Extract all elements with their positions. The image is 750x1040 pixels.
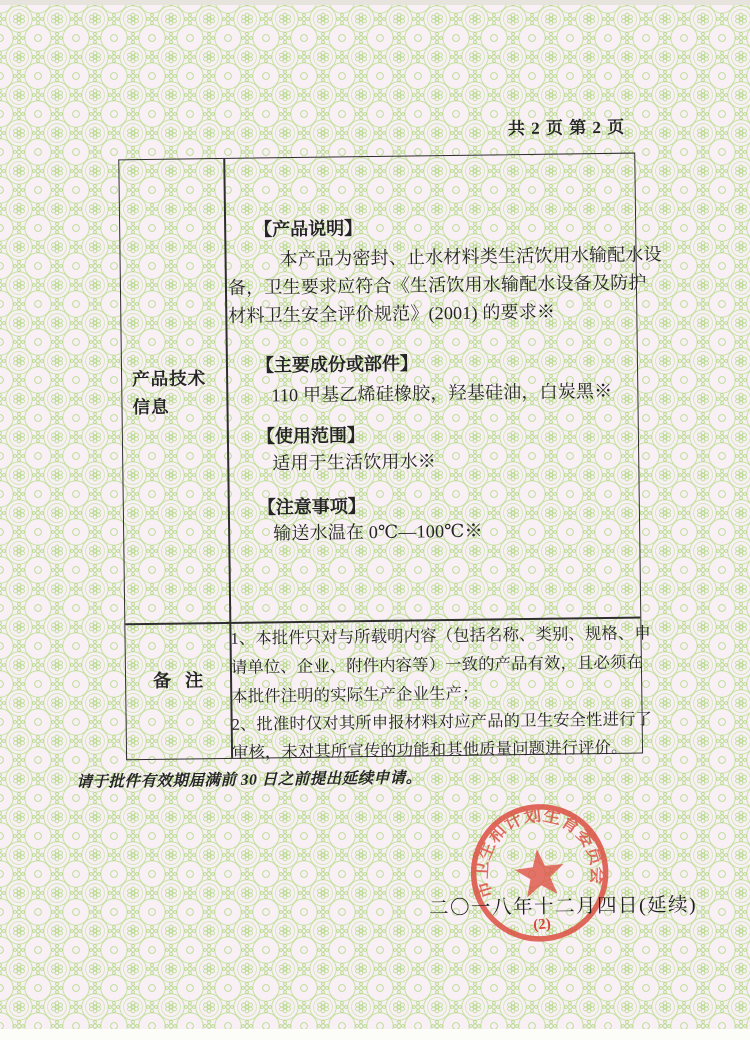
remarks-line-4: 2、批准时仅对其所申报材料对应产品的卫生安全性进行了 (231, 709, 653, 734)
scan-edge-top (0, 0, 750, 5)
components-line-1: 110 甲基乙烯硅橡胶，羟基硅油，白炭黑※ (271, 380, 613, 406)
description-line-3: 材料卫生安全评价规范》(2001) 的要求※ (228, 301, 556, 326)
seal-arc-text: 市卫生和计划生育委员会 (471, 804, 608, 902)
issue-date: 二〇一八年十二月四日(延续) (428, 894, 698, 920)
renewal-note: 请于批件有效期届满前 30 日之前提出延续申请。 (76, 769, 422, 791)
remarks-line-2: 请单位、企业、附件内容等）一致的产品有效，且必须在 (230, 652, 644, 677)
remarks-line-1: 1、本批件只对与所载明内容（包括名称、类别、规格、申 (230, 623, 652, 648)
section-title-precautions: 【注意事项】 (257, 496, 366, 518)
product-info-header-line1: 产品技术 (132, 368, 207, 390)
section-title-description: 【产品说明】 (254, 218, 363, 240)
remarks-line-5: 审核，未对其所宣传的功能和其他质量问题进行评价。 (231, 737, 628, 762)
product-info-header-line2: 信息 (132, 396, 170, 418)
precautions-line-1: 输送水温在 0℃—100℃※ (273, 520, 483, 544)
official-seal (445, 778, 634, 967)
remarks-line-3: 本批件注明的实际生产企业生产； (231, 683, 479, 706)
description-line-1: 本产品为密封、止水材料类生活饮用水输配水设 (279, 244, 662, 270)
section-title-components: 【主要成份或部件】 (255, 353, 419, 376)
seal-number: (2) (532, 916, 552, 934)
page-indicator: 共 2 页 第 2 页 (507, 117, 626, 139)
scope-line-1: 适用于生活饮用水※ (272, 451, 437, 474)
description-line-2: 备，卫生要求应符合《生活饮用水输配水设备及防护 (227, 272, 647, 298)
section-title-scope: 【使用范围】 (256, 425, 366, 447)
info-table (118, 153, 662, 762)
scan-edge-bottom (0, 1029, 750, 1040)
remarks-header: 备注 (152, 670, 218, 691)
